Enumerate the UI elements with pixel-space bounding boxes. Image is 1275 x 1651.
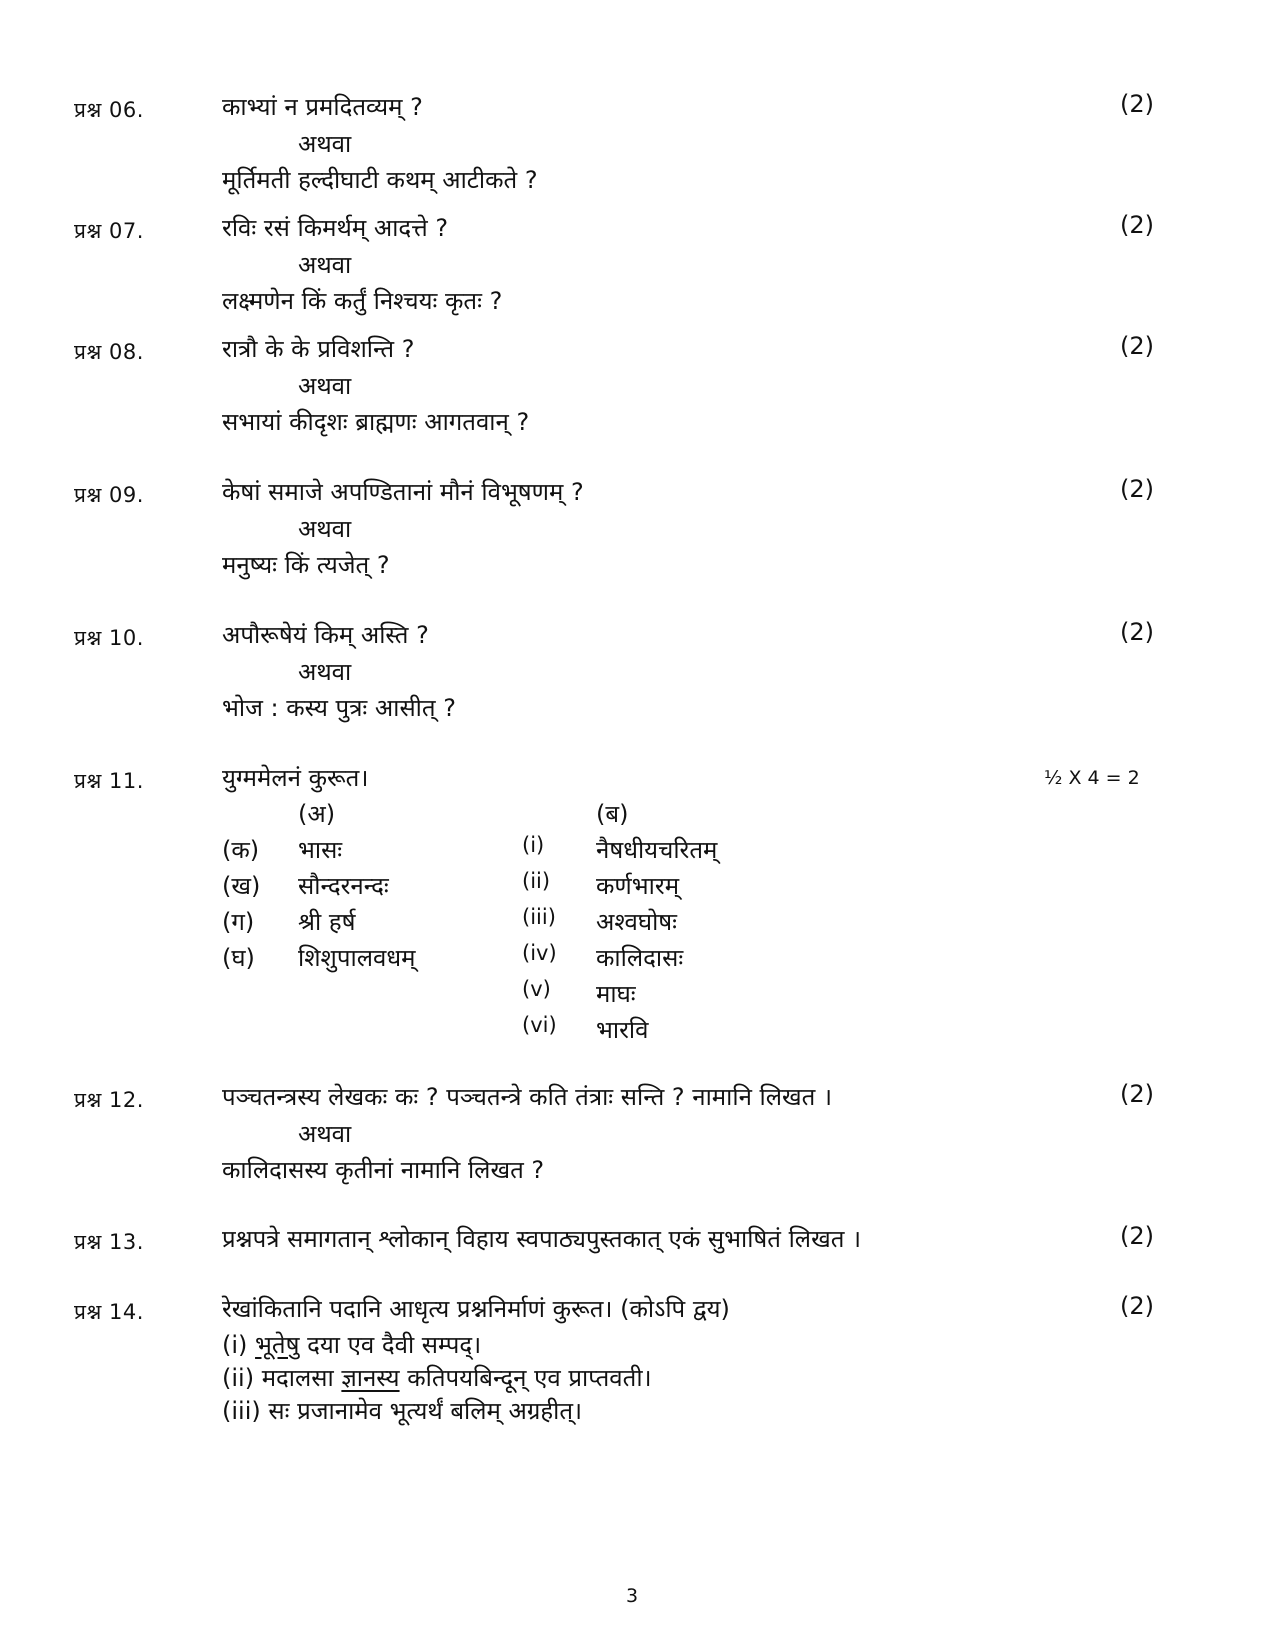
sub-item	[222, 1328, 481, 1361]
question-label: प्रश्न 14.	[74, 1300, 144, 1324]
underlined-word: ज्ञानस्य	[341, 1364, 400, 1392]
or-label: अथवा	[298, 658, 352, 686]
column-b-key: (v)	[522, 977, 551, 1001]
column-b-header: (ब)	[596, 800, 629, 828]
sub-item-text: कतिपयबिन्दून् एव प्राप्तवती।	[407, 1364, 652, 1392]
question-label: प्रश्न 06.	[74, 98, 144, 122]
column-b-value: कर्णभारम्	[596, 872, 680, 900]
sub-item-number: (i)	[222, 1331, 248, 1359]
marks: (2)	[1120, 475, 1154, 503]
page-number: 3	[626, 1585, 639, 1607]
column-b-value: नैषधीयचरितम्	[596, 836, 718, 864]
alternate-question-text: लक्ष्मणेन किं कर्तुं निश्चयः कृतः ?	[222, 287, 503, 315]
sub-item-text: मदालसा	[261, 1364, 334, 1392]
or-label: अथवा	[298, 130, 352, 158]
alternate-question-text: सभायां कीदृशः ब्राह्मणः आगतवान् ?	[222, 408, 530, 436]
question-text: रेखांकितानि पदानि आधृत्य प्रश्ननिर्माणं कुरूत। (कोऽपि द्वय)	[222, 1295, 730, 1323]
column-a-value: भासः	[298, 836, 343, 864]
marks: (2)	[1120, 90, 1154, 118]
column-b-value: माघः	[596, 980, 636, 1008]
sub-item-number: (ii)	[222, 1364, 255, 1392]
marks: (2)	[1120, 1080, 1154, 1108]
column-a-key: (घ)	[222, 944, 255, 972]
column-b-key: (i)	[522, 833, 545, 857]
column-b-key: (iii)	[522, 905, 556, 929]
question-label: प्रश्न 09.	[74, 483, 144, 507]
question-label: प्रश्न 12.	[74, 1088, 144, 1112]
column-b-key: (vi)	[522, 1013, 557, 1037]
question-text: प्रश्नपत्रे समागतान् श्लोकान् विहाय स्वपाठ्यपुस्तकात् एकं सुभाषितं लिखत ।	[222, 1225, 862, 1253]
question-text: रविः रसं किमर्थम् आदत्ते ?	[222, 214, 449, 242]
question-label: प्रश्न 07.	[74, 219, 144, 243]
alternate-question-text: कालिदासस्य कृतीनां नामानि लिखत ?	[222, 1156, 545, 1184]
question-text: युग्ममेलनं कुरूत।	[222, 764, 369, 792]
alternate-question-text: मनुष्यः किं त्यजेत् ?	[222, 551, 390, 579]
or-label: अथवा	[298, 251, 352, 279]
question-label: प्रश्न 13.	[74, 1230, 144, 1254]
column-a-key: (ख)	[222, 872, 261, 900]
alternate-question-text: भोज : कस्य पुत्रः आसीत् ?	[222, 694, 456, 722]
marks: (2)	[1120, 1222, 1154, 1250]
or-label: अथवा	[298, 1120, 352, 1148]
question-text: काभ्यां न प्रमदितव्यम् ?	[222, 93, 423, 121]
column-b-key: (ii)	[522, 869, 551, 893]
column-b-value: कालिदासः	[596, 944, 684, 972]
or-label: अथवा	[298, 515, 352, 543]
column-b-value: भारवि	[596, 1016, 649, 1044]
sub-item-text: सः प्रजानामेव भूत्यर्थं बलिम् अग्रहीत्।	[268, 1397, 583, 1425]
column-a-key: (क)	[222, 836, 260, 864]
question-label: प्रश्न 11.	[74, 769, 144, 793]
sub-item	[222, 1394, 582, 1427]
alternate-question-text: मूर्तिमती हल्दीघाटी कथम् आटीकते ?	[222, 166, 538, 194]
underlined-word: भूतेषु	[255, 1331, 300, 1359]
sub-item-number: (iii)	[222, 1397, 261, 1425]
question-text: रात्रौ के के प्रविशन्ति ?	[222, 335, 415, 363]
column-a-key: (ग)	[222, 908, 255, 936]
marks: ½ X 4 = 2	[1044, 767, 1140, 789]
or-label: अथवा	[298, 372, 352, 400]
column-a-value: श्री हर्ष	[298, 908, 356, 936]
sub-item	[222, 1361, 652, 1394]
column-b-key: (iv)	[522, 941, 557, 965]
sub-item-text: दया एव दैवी सम्पद्।	[307, 1331, 482, 1359]
marks: (2)	[1120, 332, 1154, 360]
question-label: प्रश्न 10.	[74, 626, 144, 650]
question-text: अपौरूषेयं किम् अस्ति ?	[222, 621, 429, 649]
marks: (2)	[1120, 618, 1154, 646]
column-a-value: शिशुपालवधम्	[298, 944, 416, 972]
column-a-header: (अ)	[298, 800, 336, 828]
column-b-value: अश्वघोषः	[596, 908, 677, 936]
question-label: प्रश्न 08.	[74, 340, 144, 364]
question-text: केषां समाजे अपण्डितानां मौनं विभूषणम् ?	[222, 478, 584, 506]
marks: (2)	[1120, 1292, 1154, 1320]
marks: (2)	[1120, 211, 1154, 239]
column-a-value: सौन्दरनन्दः	[298, 872, 389, 900]
question-text: पञ्चतन्त्रस्य लेखकः कः ? पञ्चतन्त्रे कति तंत्राः सन्ति ? नामानि लिखत ।	[222, 1083, 833, 1111]
